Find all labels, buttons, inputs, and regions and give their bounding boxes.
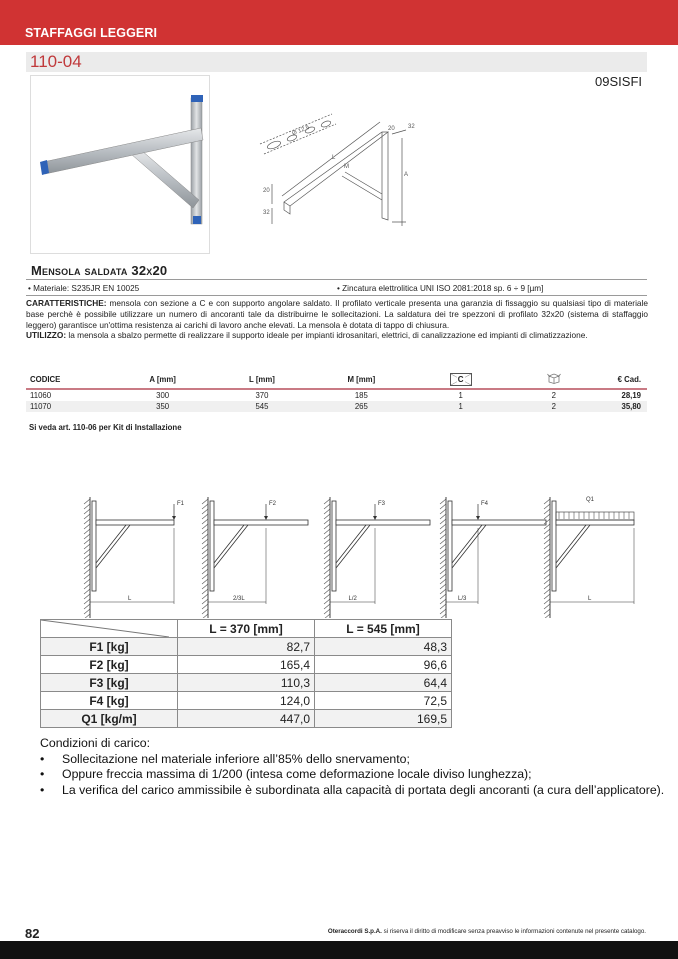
col-header-l545: L = 545 [mm] [315, 620, 452, 638]
wall-hatch [324, 574, 330, 579]
wall-hatch [544, 599, 550, 604]
wall-hatch [440, 539, 446, 544]
condition-item: • La verifica del carico ammissibile è subordinata alla capacità di portata degli ancoranti (a cura dell’applicatore). [40, 783, 664, 799]
wall-hatch [202, 509, 208, 514]
wall-hatch [324, 534, 330, 539]
col-header-price: € Cad. [597, 370, 647, 389]
wall-hatch [84, 584, 90, 589]
wall-hatch [544, 609, 550, 614]
wall-hatch [544, 504, 550, 509]
wall-hatch [324, 594, 330, 599]
wall-hatch [324, 549, 330, 554]
wall-hatch [84, 504, 90, 509]
wall-hatch [202, 574, 208, 579]
wall-hatch [202, 584, 208, 589]
distributed-load [556, 512, 634, 520]
wall-hatch [544, 594, 550, 599]
wall-hatch [202, 549, 208, 554]
col-header-m: M [mm] [312, 370, 411, 389]
wall-hatch [440, 594, 446, 599]
wall-hatch [544, 534, 550, 539]
load-value: 72,5 [315, 692, 452, 710]
load-row [41, 674, 452, 692]
load-value: 169,5 [315, 710, 452, 728]
load-row [41, 656, 452, 674]
wall-hatch [544, 514, 550, 519]
wall-hatch [84, 524, 90, 529]
wall-hatch [84, 554, 90, 559]
load-value: 447,0 [178, 710, 315, 728]
wall-hatch [440, 509, 446, 514]
technical-drawing [232, 100, 422, 230]
wall-hatch [440, 614, 446, 618]
wall-hatch [202, 579, 208, 584]
wall-hatch [440, 514, 446, 519]
wall-hatch [324, 554, 330, 559]
wall-hatch [202, 594, 208, 599]
wall-hatch [84, 604, 90, 609]
wall-hatch [440, 524, 446, 529]
load-table-header [41, 620, 452, 638]
wall-hatch [84, 574, 90, 579]
wall-hatch [84, 549, 90, 554]
col-header-a: A [mm] [113, 370, 212, 389]
page-number: 82 [25, 926, 40, 941]
condition-item: • Oppure freccia massima di 1/200 (intesa come deformazione locale diviso lunghezza); [40, 767, 664, 783]
wall-hatch [440, 499, 446, 504]
load-value: 165,4 [178, 656, 315, 674]
load-diagrams [80, 493, 640, 618]
horizontal-beam [556, 520, 634, 525]
load-value: 82,7 [178, 638, 315, 656]
wall-hatch [84, 599, 90, 604]
wall-hatch [324, 514, 330, 519]
wall-hatch [84, 569, 90, 574]
wall-hatch [324, 539, 330, 544]
col-header-pack-qty [510, 370, 597, 389]
wall-hatch [324, 599, 330, 604]
product-photo [30, 75, 210, 254]
wall-hatch [202, 589, 208, 594]
wall-hatch [440, 504, 446, 509]
load-value: 64,4 [315, 674, 452, 692]
dim-label-L: L [332, 155, 336, 161]
dim-label-slots: Ø 12,5 [291, 124, 311, 138]
product-title: Mensola saldata 32x20 [31, 263, 168, 278]
cell-pack-qty: 2 [551, 391, 557, 400]
dimension-label: L [128, 596, 132, 602]
wall-hatch [84, 514, 90, 519]
cell-m: 185 [354, 391, 368, 400]
diagonal-brace [452, 525, 486, 568]
condition-item: • Sollecitazione nel materiale inferiore all’85% dello snervamento; [40, 752, 664, 768]
wall-hatch [84, 564, 90, 569]
force-arrowhead [476, 516, 480, 520]
wall-hatch [84, 594, 90, 599]
characteristics-text: mensola con sezione a C e con supporto angolare saldato. Il profilato verticale presenta una garanzia di fissaggio su qualsiasi tipo di materiale base perchè è possibile utilizzare un numero di ancoranti tale da distribuirne le sollecitazioni. La saldatura dei tre spezzoni di profilato 32x20 (sistema di staffaggio leggero) garantisce un'ottima resistenza ai carichi di lavoro anche elevati. La mensola è dotata di tappo di chiusura. [26, 298, 648, 330]
wall-hatch [324, 564, 330, 569]
wall-hatch [324, 614, 330, 618]
usage-label: UTILIZZO: [26, 330, 67, 341]
load-label: F3 [kg] [41, 674, 178, 692]
diagonal-brace [96, 525, 130, 568]
load-label: Q1 [kg/m] [41, 710, 178, 728]
wall-hatch [202, 609, 208, 614]
force-arrowhead [373, 516, 377, 520]
cell-a: 350 [113, 401, 212, 412]
wall-hatch [202, 544, 208, 549]
wall-hatch [324, 604, 330, 609]
wall-hatch [202, 599, 208, 604]
wall-hatch [440, 519, 446, 524]
disclaimer-text: si riserva il diritto di modificare senza preavviso le informazioni contenute nel presente catalogo. [381, 928, 646, 935]
diagonal-line-icon [41, 620, 169, 637]
envelope-c-icon: C [450, 373, 472, 386]
usage-text: la mensola a sbalzo permette di realizzare il supporto ideale per impianti idrosanitari, elettrici, di canalizzazione ed impianti di climatizzazione. [66, 330, 588, 341]
cell-l: 545 [212, 401, 311, 412]
wall-hatch [544, 539, 550, 544]
wall-hatch [544, 584, 550, 589]
force-arrowhead [264, 516, 268, 520]
table-header-row [26, 370, 647, 389]
wall-hatch [440, 569, 446, 574]
wall-hatch [324, 529, 330, 534]
wall-hatch [544, 579, 550, 584]
wall-hatch [544, 549, 550, 554]
col-header-box-qty [411, 370, 510, 389]
wall-hatch [202, 499, 208, 504]
wall-hatch [324, 559, 330, 564]
cell-code: 11070 [26, 401, 113, 412]
table-row [26, 389, 647, 401]
cell-box-qty: 1 [458, 391, 463, 400]
wall-hatch [84, 519, 90, 524]
wall-hatch [324, 524, 330, 529]
wall-hatch [544, 559, 550, 564]
divider [26, 295, 647, 296]
col-header-l: L [mm] [212, 370, 311, 389]
wall-hatch [84, 579, 90, 584]
cell-price: 35,80 [597, 401, 647, 412]
wall-hatch [440, 609, 446, 614]
wall-hatch [202, 539, 208, 544]
dim-label-20-top: 20 [388, 126, 395, 132]
corner-cell [41, 620, 178, 638]
wall-hatch [84, 544, 90, 549]
load-conditions [40, 736, 664, 798]
wall-hatch [324, 504, 330, 509]
wall-hatch [544, 544, 550, 549]
wall-hatch [202, 554, 208, 559]
load-row [41, 710, 452, 728]
wall-hatch [324, 509, 330, 514]
wall-hatch [544, 614, 550, 618]
spec-coating: • Zincatura elettrolitica UNI ISO 2081:2018 sp. 6 ÷ 9 [µm] [337, 284, 544, 293]
cell-a: 300 [156, 391, 170, 400]
force-label: F4 [481, 501, 489, 507]
wall-hatch [202, 524, 208, 529]
footer-disclaimer [328, 928, 646, 935]
wall-hatch [544, 554, 550, 559]
wall-hatch [440, 529, 446, 534]
wall-hatch [440, 559, 446, 564]
load-table [40, 619, 452, 728]
wall-hatch [202, 564, 208, 569]
dim-label-32-top: 32 [408, 124, 415, 130]
horizontal-beam [96, 520, 174, 525]
wall-hatch [202, 534, 208, 539]
load-label: F4 [kg] [41, 692, 178, 710]
bracket-photo-icon [31, 76, 209, 253]
section-title: STAFFAGGI LEGGERI [25, 26, 158, 40]
load-value: 110,3 [178, 674, 315, 692]
dim-label-A: A [404, 172, 409, 178]
wall-hatch [84, 559, 90, 564]
wall-hatch [202, 559, 208, 564]
dimension-label: L/2 [348, 596, 357, 602]
horizontal-beam [452, 520, 546, 525]
dimension-label: L [588, 596, 592, 602]
wall-hatch [324, 584, 330, 589]
company-name: Oteraccordi S.p.A. [327, 928, 382, 935]
vertical-profile [552, 501, 556, 591]
load-label: F1 [kg] [41, 638, 178, 656]
load-row [41, 638, 452, 656]
wall-hatch [440, 534, 446, 539]
product-description [26, 298, 648, 341]
article-code: 110-04 [30, 52, 82, 71]
divider [26, 279, 647, 280]
wall-hatch [324, 499, 330, 504]
wall-hatch [84, 589, 90, 594]
dimension-label: L/3 [458, 596, 467, 602]
wall-hatch [544, 529, 550, 534]
col-header-l370: L = 370 [mm] [178, 620, 315, 638]
wall-hatch [324, 569, 330, 574]
load-value: 96,6 [315, 656, 452, 674]
wall-hatch [84, 539, 90, 544]
wall-hatch [544, 574, 550, 579]
wall-hatch [202, 529, 208, 534]
horizontal-beam [214, 520, 308, 525]
force-label: F3 [378, 501, 386, 507]
cell-pack-qty: 2 [510, 401, 597, 412]
wall-hatch [202, 614, 208, 618]
vertical-profile [448, 501, 452, 591]
wall-hatch [440, 554, 446, 559]
col-header-codice: CODICE [26, 370, 113, 389]
wall-hatch [84, 529, 90, 534]
force-label: F1 [177, 501, 185, 507]
spec-material: • Materiale: S235JR EN 10025 [28, 284, 140, 293]
cell-price: 28,19 [621, 391, 641, 400]
wall-hatch [324, 519, 330, 524]
cell-code: 11060 [30, 391, 52, 400]
dimension-label: 2/3L [233, 596, 245, 602]
wall-hatch [440, 584, 446, 589]
vertical-profile [92, 501, 96, 591]
diagonal-brace [556, 525, 590, 568]
characteristics-label: CARATTERISTICHE: [26, 298, 107, 308]
wall-hatch [440, 544, 446, 549]
vertical-profile [332, 501, 336, 591]
dim-label-M: M [344, 164, 349, 170]
wall-hatch [84, 609, 90, 614]
wall-hatch [440, 574, 446, 579]
catalog-code: 09SISFI [595, 74, 642, 89]
load-diagrams-svg [80, 493, 640, 618]
wall-hatch [440, 579, 446, 584]
bottom-bar [0, 941, 678, 959]
wall-hatch [324, 579, 330, 584]
header-bar [0, 0, 678, 45]
wall-hatch [324, 609, 330, 614]
wall-hatch [544, 569, 550, 574]
vertical-profile [210, 501, 214, 591]
table-row [26, 401, 647, 412]
load-row [41, 692, 452, 710]
wall-hatch [544, 589, 550, 594]
wall-hatch [544, 499, 550, 504]
cell-box-qty: 1 [411, 401, 510, 412]
product-table [26, 370, 647, 412]
cell-m: 265 [312, 401, 411, 412]
wall-hatch [544, 564, 550, 569]
force-label: Q1 [586, 497, 595, 503]
force-label: F2 [269, 501, 277, 507]
load-value: 124,0 [178, 692, 315, 710]
wall-hatch [84, 509, 90, 514]
dim-label-32: 32 [263, 210, 270, 216]
diagonal-brace [336, 525, 370, 568]
cell-l: 370 [255, 391, 269, 400]
wall-hatch [202, 604, 208, 609]
load-label: F2 [kg] [41, 656, 178, 674]
wall-hatch [324, 589, 330, 594]
wall-hatch [440, 564, 446, 569]
wall-hatch [84, 614, 90, 618]
installation-kit-note: Si veda art. 110-06 per Kit di Installazione [29, 423, 182, 432]
wall-hatch [544, 604, 550, 609]
load-value: 48,3 [315, 638, 452, 656]
conditions-title: Condizioni di carico: [40, 736, 151, 750]
wall-hatch [84, 499, 90, 504]
diagonal-brace [214, 525, 248, 568]
wall-hatch [324, 544, 330, 549]
force-arrowhead [172, 516, 176, 520]
horizontal-beam [336, 520, 430, 525]
wall-hatch [440, 549, 446, 554]
wall-hatch [202, 519, 208, 524]
open-box-icon [547, 372, 561, 384]
wall-hatch [440, 604, 446, 609]
wall-hatch [440, 599, 446, 604]
wall-hatch [440, 589, 446, 594]
wall-hatch [84, 534, 90, 539]
wall-hatch [202, 514, 208, 519]
dim-label-20: 20 [263, 188, 270, 194]
article-code-bar [26, 52, 647, 72]
wall-hatch [202, 569, 208, 574]
wall-hatch [544, 509, 550, 514]
wall-hatch [202, 504, 208, 509]
